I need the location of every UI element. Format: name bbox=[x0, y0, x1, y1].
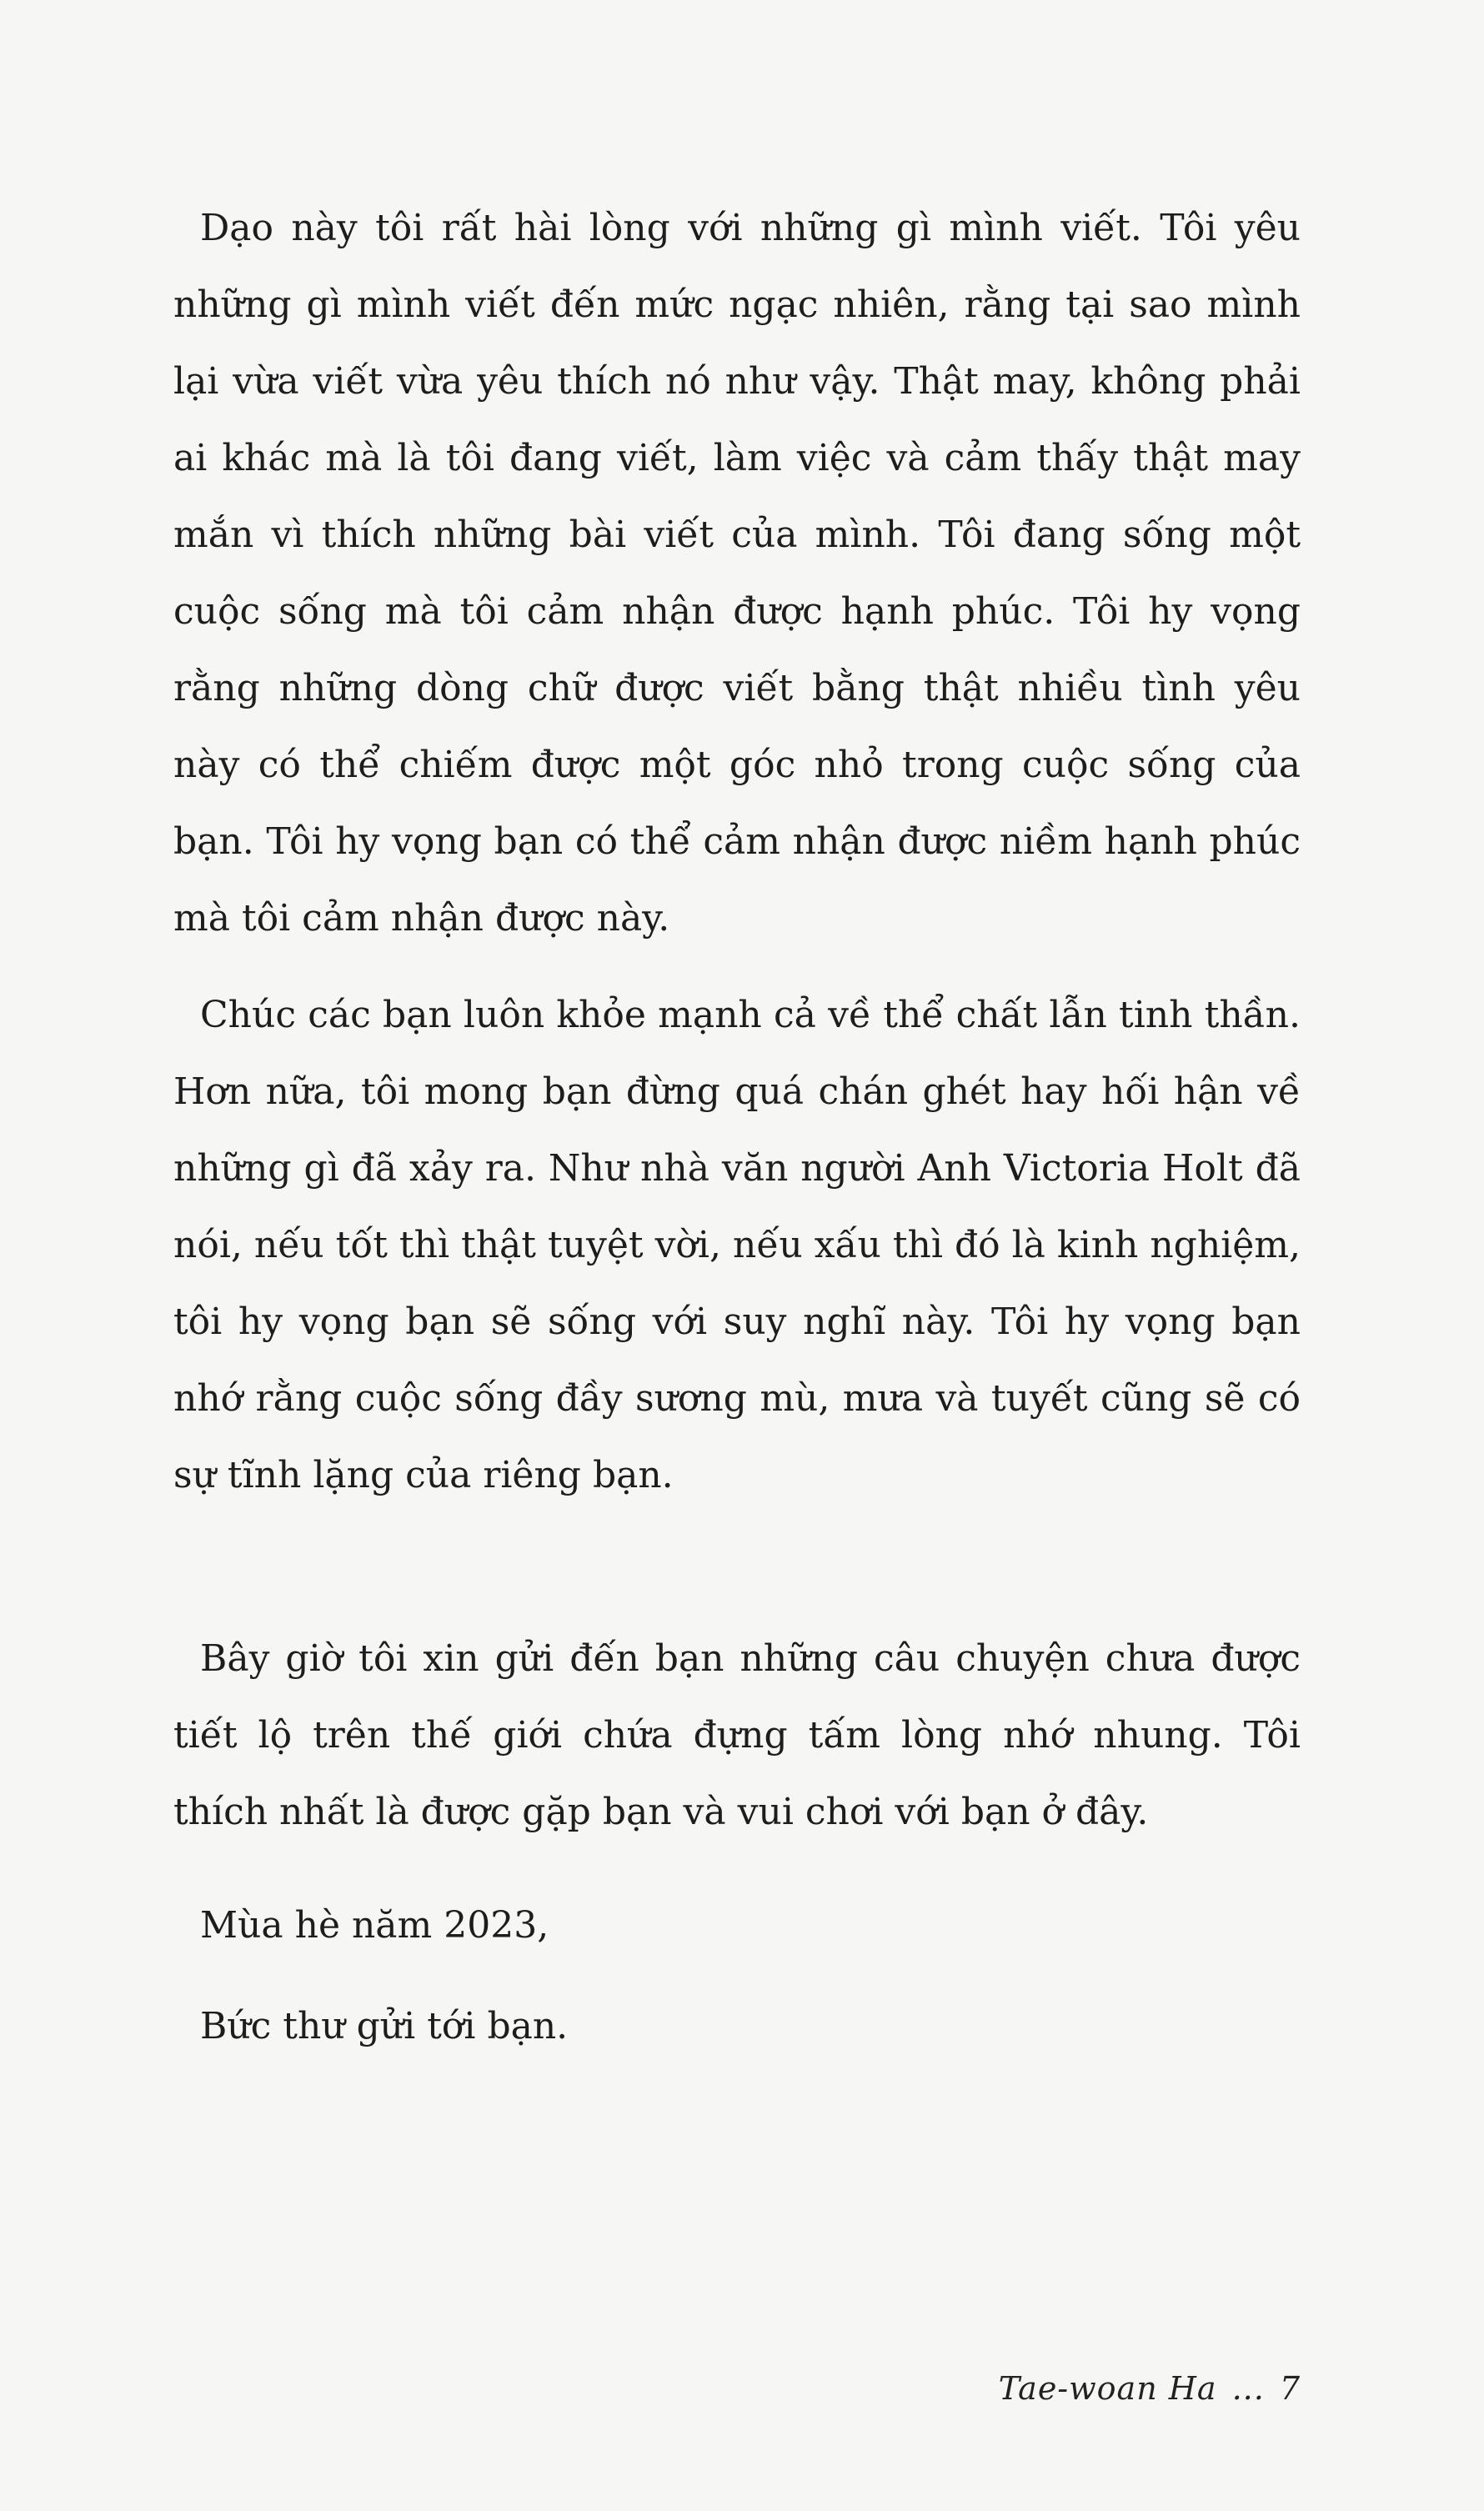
page-number: 7 bbox=[1279, 2370, 1301, 2407]
closing-season-line: Mùa hè năm 2023, bbox=[200, 1904, 549, 1947]
paragraph-1: Dạo này tôi rất hài lòng với những gì mình viết. Tôi yêu những gì mình viết đến mức ngạc nhiên, rằng tại sao mình lại vừa viết vừa yêu thích nó như vậy. Thật may, không phải ai khác mà là tôi đang viết, làm việc và cảm thấy thật may mắn vì thích những bài viết của mình. Tôi đang sống một cuộc sống mà tôi cảm nhận được hạnh phúc. Tôi hy vọng rằng những dòng chữ được viết bằng thật nhiều tình yêu này có thể chiếm được một góc nhỏ trong cuộc sống của bạn. Tôi hy vọng bạn có thể cảm nhận được niềm hạnh phúc mà tôi cảm nhận được này. bbox=[173, 207, 1301, 940]
page-footer bbox=[999, 2370, 1301, 2407]
paragraph-2: Chúc các bạn luôn khỏe mạnh cả về thể chất lẫn tinh thần. Hơn nữa, tôi mong bạn đừng quá chán ghét hay hối hận về những gì đã xảy ra. Như nhà văn người Anh Victoria Holt đã nói, nếu tốt thì thật tuyệt vời, nếu xấu thì đó là kinh nghiệm, tôi hy vọng bạn sẽ sống với suy nghĩ này. Tôi hy vọng bạn nhớ rằng cuộc sống đầy sương mù, mưa và tuyết cũng sẽ có sự tĩnh lặng của riêng bạn. bbox=[173, 994, 1301, 1496]
footer-separator: ... bbox=[1231, 2370, 1265, 2407]
paragraph-3: Bây giờ tôi xin gửi đến bạn những câu chuyện chưa được tiết lộ trên thế giới chứa đựng tấm lòng nhớ nhung. Tôi thích nhất là được gặp bạn và vui chơi với bạn ở đây. bbox=[173, 1637, 1301, 1833]
closing-signoff-line: Bức thư gửi tới bạn. bbox=[200, 2005, 569, 2047]
footer-author: Tae-woan Ha bbox=[998, 2370, 1217, 2407]
